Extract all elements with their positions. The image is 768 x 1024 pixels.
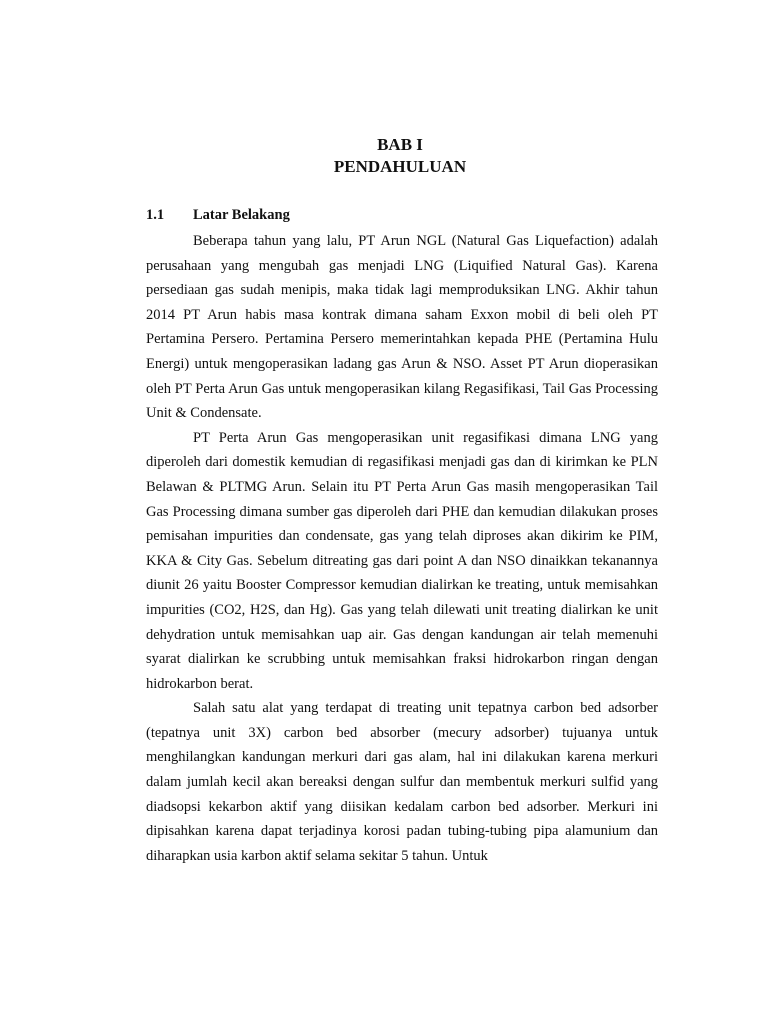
paragraph: Beberapa tahun yang lalu, PT Arun NGL (Natural Gas Liquefaction) adalah perusahaan yang mengubah gas menjadi LNG (Liquified Natural Gas). Karena persediaan gas sudah menipis, maka tidak lagi memproduksikan LNG. Akhir tahun 2014 PT Arun habis masa kontrak dimana saham Exxon mobil di beli oleh PT Pertamina Persero. Pertamina Persero memerintahkan kepada PHE (Pertamina Hulu Energi) untuk mengoperasikan ladang gas Arun & NSO. Asset PT Arun dioperasikan oleh PT Perta Arun Gas untuk mengoperasikan kilang Regasifikasi, Tail Gas Processing Unit & Condensate. [146, 233, 658, 422]
body-text [146, 229, 658, 868]
paragraph: PT Perta Arun Gas mengoperasikan unit regasifikasi dimana LNG yang diperoleh dari domestik kemudian di regasifikasi menjadi gas dan di kirimkan ke PLN Belawan & PLTMG Arun. Selain itu PT Perta Arun Gas masih mengoperasikan Tail Gas Processing dimana sumber gas diperoleh dari PHE dan kemudian dilakukan proses pemisahan impurities dan condensate, gas yang telah diproses akan dikirim ke PIM, KKA & City Gas. Sebelum ditreating gas dari point A dan NSO dinaikkan tekanannya diunit 26 yaitu Booster Compressor kemudian dialirkan ke treating, untuk memisahkan impurities (CO2, H2S, dan Hg). Gas yang telah dilewati unit treating dialirkan ke unit dehydration untuk memisahkan uap air. Gas dengan kandungan air telah memenuhi syarat dialirkan ke scrubbing untuk memisahkan fraksi hidrokarbon ringan dengan hidrokarbon berat. [146, 429, 658, 692]
chapter-label: BAB I [377, 135, 423, 154]
chapter-heading [0, 134, 768, 178]
section-title: Latar Belakang [193, 207, 290, 223]
paragraph: Salah satu alat yang terdapat di treating unit tepatnya carbon bed adsorber (tepatnya unit 3X) carbon bed absorber (mecury adsorber) tujuanya untuk menghilangkan kandungan merkuri dari gas alam, hal ini dilakukan karena merkuri dalam jumlah kecil akan bereaksi dengan sulfur dan membentuk merkuri sulfid yang diadsopsi kekarbon aktif yang diisikan kedalam carbon bed adsorber. Merkuri ini dipisahkan karena dapat terjadinya korosi padan tubing-tubing pipa alamunium dan diharapkan usia karbon aktif selama sekitar 5 tahun. Untuk [146, 700, 658, 864]
section-heading [146, 205, 290, 225]
section-number: 1.1 [146, 207, 165, 223]
chapter-title: PENDAHULUAN [333, 157, 467, 176]
